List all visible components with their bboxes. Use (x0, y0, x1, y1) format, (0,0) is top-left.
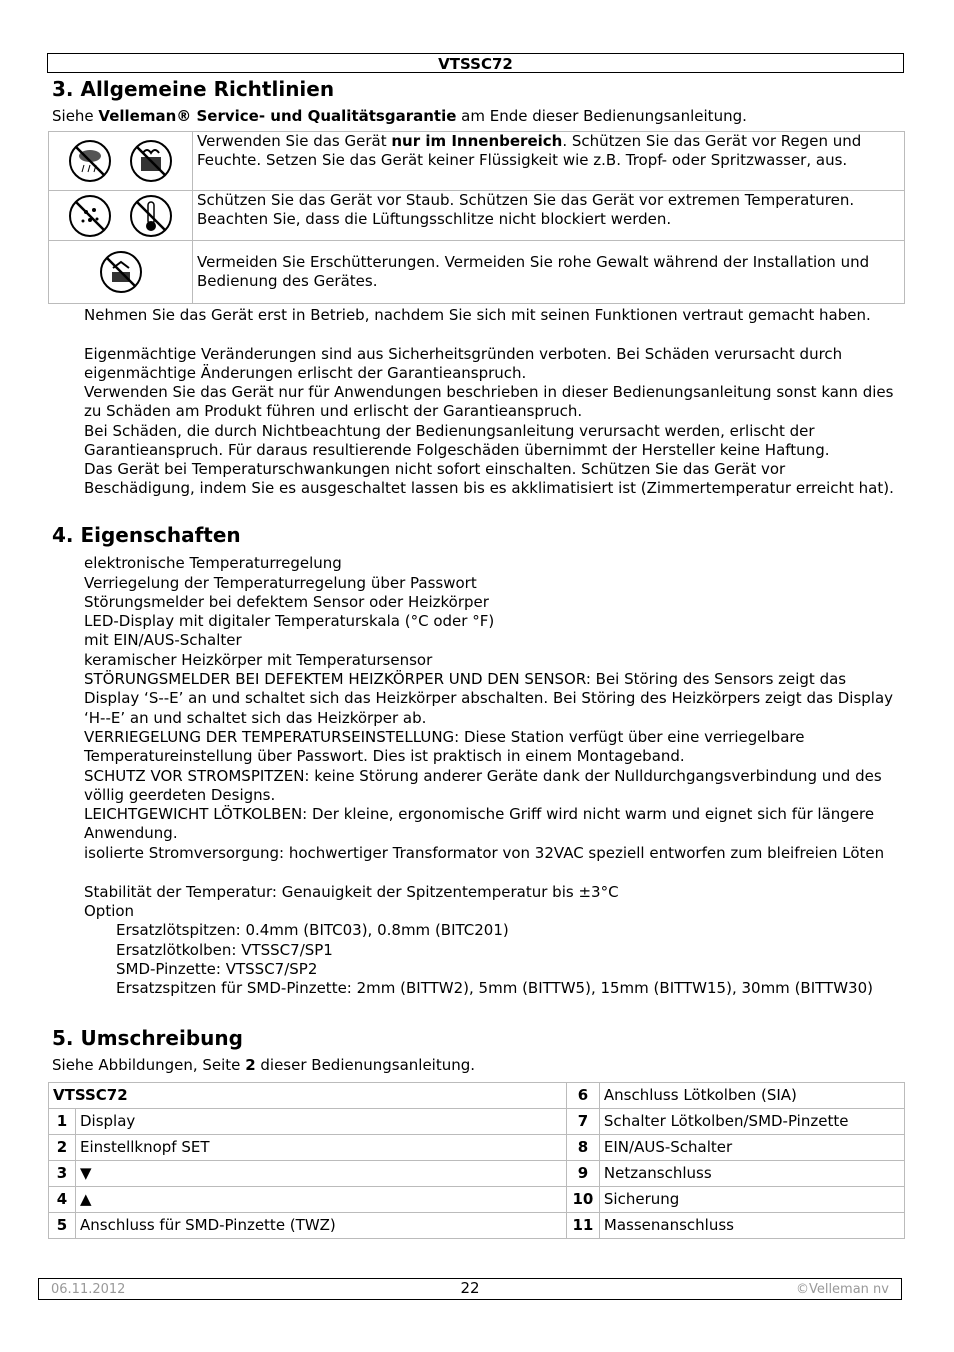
safety-text-1-bold: nur im Innenbereich (391, 132, 563, 150)
part-number: 3 (49, 1161, 76, 1187)
feature-item: Stabilität der Temperatur: Genauigkeit der Spitzentemperatur bis ±3°C (84, 883, 619, 901)
table-row (49, 1109, 905, 1135)
paragraph: Nehmen Sie das Gerät erst in Betrieb, nachdem Sie sich mit seinen Funktionen vertraut gemacht haben. (84, 306, 871, 324)
document-header: VTSSC72 (47, 53, 904, 73)
paragraph: Eigenmächtige Veränderungen sind aus Sicherheitsgründen verboten. Bei Schäden verursacht durch eigenmächtige Änderungen erlischt der Garantieanspruch. (84, 345, 843, 383)
no-shock-icon (99, 250, 143, 294)
part-label: ▼ (76, 1161, 567, 1187)
part-label: Einstellknopf SET (76, 1135, 567, 1161)
safety-text-1: Verwenden Sie das Gerät (197, 132, 392, 150)
part-label: ▲ (76, 1187, 567, 1213)
part-number: 1 (49, 1109, 76, 1135)
part-label: Anschluss Lötkolben (SIA) (599, 1083, 904, 1109)
table-row (49, 1213, 905, 1239)
paragraph: Das Gerät bei Temperaturschwankungen nicht sofort einschalten. Schützen Sie das Gerät vor Beschädigung, indem Sie es ausgeschaltet lassen bis es akklimatisiert ist (Zimmertemperatur erreicht hat). (84, 460, 894, 498)
safety-text: Schützen Sie das Gerät vor Staub. Schützen Sie das Gerät vor extremen Temperaturen. Beachten Sie, dass die Lüftungsschlitze nicht blockiert werden. (193, 191, 905, 241)
part-label: Netzanschluss (599, 1161, 904, 1187)
parts-table (48, 1082, 905, 1239)
safety-icons (49, 241, 193, 304)
part-number: 10 (566, 1187, 599, 1213)
intro-text: Siehe (52, 107, 99, 125)
option-item: Ersatzlötspitzen: 0.4mm (BITC03), 0.8mm (BITC201) (116, 921, 509, 939)
no-dust-icon (68, 194, 112, 238)
safety-text-1-end: . Schützen Sie das Gerät vor Regen und Feuchte. Setzen Sie das Gerät keiner Flüssigkeit wie z.B. Tropf- oder Spritzwasser, aus. (197, 132, 862, 169)
part-label: Massenanschluss (599, 1213, 904, 1239)
table-row (49, 1187, 905, 1213)
footer-copyright: ©Velleman nv (795, 1282, 889, 1297)
option-item: Ersatzlötkolben: VTSSC7/SP1 (116, 941, 333, 959)
table-row (49, 1135, 905, 1161)
part-number: 5 (49, 1213, 76, 1239)
feature-item: Option (84, 902, 135, 920)
part-label: Schalter Lötkolben/SMD-Pinzette (599, 1109, 904, 1135)
feature-item: mit EIN/AUS-Schalter (84, 631, 242, 649)
section-5-intro (52, 1056, 475, 1075)
feature-item: elektronische Temperaturregelung (84, 554, 342, 572)
part-label: Display (76, 1109, 567, 1135)
table-title: VTSSC72 (49, 1083, 567, 1109)
table-row (49, 1161, 905, 1187)
part-number: 2 (49, 1135, 76, 1161)
feature-item: LED-Display mit digitaler Temperaturskala (°C oder °F) (84, 612, 495, 630)
part-number: 11 (566, 1213, 599, 1239)
feature-item: SCHUTZ VOR STROMSPITZEN: keine Störung anderer Geräte dank der Nulldurchgangsverbindung und des völlig geerdeten Designs. (84, 767, 882, 805)
no-water-splash-icon (129, 139, 173, 183)
paragraph: Verwenden Sie das Gerät nur für Anwendungen beschrieben in dieser Bedienungsanleitung sonst kann dies zu Schäden am Produkt führen und erlischt der Garantieanspruch. (84, 383, 894, 421)
safety-text (193, 132, 905, 191)
feature-item: VERRIEGELUNG DER TEMPERATURSEINSTELLUNG: Diese Station verfügt über eine verriegelbare Temperatureinstellung über Passwort. Dies ist praktisch in einem Montageband. (84, 728, 805, 766)
no-rain-icon (68, 139, 112, 183)
feature-item: LEICHTGEWICHT LÖTKOLBEN: Der kleine, ergonomische Griff wird nicht warm und eignet sich für längere Anwendung. (84, 805, 875, 843)
feature-item: STÖRUNGSMELDER BEI DEFEKTEM HEIZKÖRPER UND DEN SENSOR: Bei Störing des Sensors zeigt das Display ‘S--E’ an und schaltet sich das Heizkörper abschalten. Bei Störing des Heizkörpers zeigt das Display ‘H--E’ an und schaltet sich das Heizkörper ab. (84, 670, 894, 727)
page-number: 22 (460, 1279, 480, 1297)
paragraph: Bei Schäden, die durch Nichtbeachtung der Bedienungsanleitung verursacht werden, erlischt der Garantieanspruch. Für daraus resultierende Folgeschäden übernimmt der Hersteller keine Haftung. (84, 422, 830, 460)
page-footer (38, 1278, 902, 1300)
feature-item: Störungsmelder bei defektem Sensor oder Heizkörper (84, 593, 489, 611)
option-item: SMD-Pinzette: VTSSC7/SP2 (116, 960, 318, 978)
safety-icons (49, 191, 193, 241)
intro-text-end: am Ende dieser Bedienungsanleitung. (456, 107, 747, 125)
no-extreme-temperature-icon (129, 194, 173, 238)
part-label: Sicherung (599, 1187, 904, 1213)
part-number: 8 (566, 1135, 599, 1161)
option-item: Ersatzspitzen für SMD-Pinzette: 2mm (BITTW2), 5mm (BITTW5), 15mm (BITTW15), 30mm (BITTW30) (116, 979, 873, 997)
part-number: 7 (566, 1109, 599, 1135)
safety-row (49, 241, 905, 304)
intro-bold: Velleman® Service- und Qualitätsgarantie (98, 107, 457, 125)
section-5-heading: 5. Umschreibung (52, 1026, 243, 1050)
footer-date: 06.11.2012 (51, 1282, 126, 1297)
feature-item: keramischer Heizkörper mit Temperatursensor (84, 651, 433, 669)
safety-icons (49, 132, 193, 191)
safety-row (49, 132, 905, 191)
feature-item: Verriegelung der Temperaturregelung über Passwort (84, 574, 477, 592)
intro-bold: 2 (245, 1056, 256, 1074)
safety-table (48, 131, 905, 304)
part-label: EIN/AUS-Schalter (599, 1135, 904, 1161)
part-number: 6 (566, 1083, 599, 1109)
section-3-intro (52, 107, 747, 126)
part-label: Anschluss für SMD-Pinzette (TWZ) (76, 1213, 567, 1239)
intro-text: Siehe Abbildungen, Seite (52, 1056, 246, 1074)
safety-row (49, 191, 905, 241)
feature-item: isolierte Stromversorgung: hochwertiger Transformator von 32VAC speziell entworfen zum bleifreien Löten (84, 844, 885, 862)
safety-text: Vermeiden Sie Erschütterungen. Vermeiden Sie rohe Gewalt während der Installation und Bedienung des Gerätes. (193, 241, 905, 304)
section-4-heading: 4. Eigenschaften (52, 523, 241, 547)
section-3-heading: 3. Allgemeine Richtlinien (52, 77, 335, 101)
part-number: 9 (566, 1161, 599, 1187)
part-number: 4 (49, 1187, 76, 1213)
table-row (49, 1083, 905, 1109)
intro-text-end: dieser Bedienungsanleitung. (255, 1056, 476, 1074)
